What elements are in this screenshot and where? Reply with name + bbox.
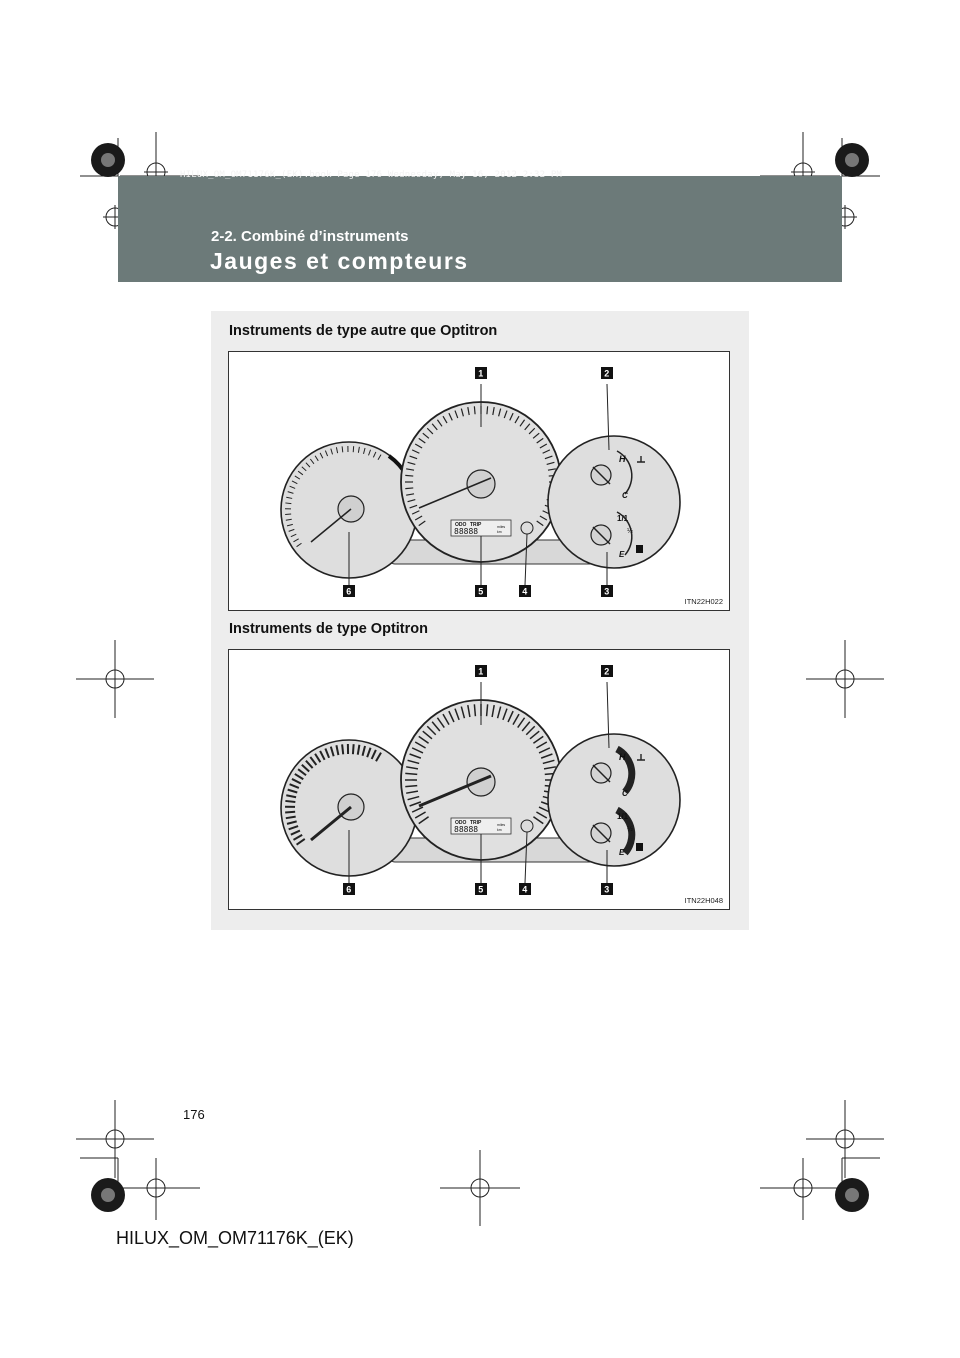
unit-label: km	[497, 828, 502, 832]
callout-5	[475, 883, 487, 895]
callout-4	[519, 585, 531, 597]
unit-label: miles	[497, 525, 506, 529]
unit-label: miles	[497, 823, 506, 827]
cluster-illustration	[229, 650, 731, 910]
trip-reset-knob-icon	[521, 522, 533, 534]
instrument-figure	[228, 351, 730, 611]
fuel-pump-icon	[636, 843, 643, 851]
temp-hot-label: H	[619, 752, 626, 762]
odometer-digits: 88888	[454, 527, 479, 536]
callout-6	[343, 883, 355, 895]
fuel-empty-label: E	[619, 848, 625, 857]
odo-label: ODO	[455, 820, 467, 826]
document-id: HILUX_OM_OM71176K_(EK)	[116, 1228, 354, 1248]
page-title: Jauges et compteurs	[210, 248, 469, 274]
figure-heading: Instruments de type autre que Optitron	[229, 323, 498, 339]
page-number: 176	[183, 1107, 205, 1122]
needle-hub-icon	[467, 768, 495, 796]
fuel-half-label: ½	[627, 826, 633, 833]
callout-number: 4	[522, 884, 528, 895]
fuel-full-label: 1/1	[617, 514, 629, 523]
temp-fuel-gauges	[548, 436, 680, 568]
cluster-illustration	[229, 352, 731, 612]
fuel-empty-label: E	[619, 550, 625, 559]
fuel-half-label: ½	[627, 528, 633, 535]
callout-5	[475, 585, 487, 597]
callout-6	[343, 585, 355, 597]
fuel-full-label: 1/1	[617, 812, 629, 821]
callout-number: 6	[346, 586, 352, 597]
odometer-digits: 88888	[454, 825, 479, 834]
callout-number: 1	[478, 368, 484, 379]
callout-1	[475, 665, 487, 677]
figure-heading: Instruments de type Optitron	[229, 621, 428, 637]
callout-number: 6	[346, 884, 352, 895]
callout-number: 4	[522, 586, 528, 597]
trip-label: TRIP	[470, 522, 482, 528]
section-label: 2-2. Combiné d’instruments	[211, 228, 409, 245]
callout-4	[519, 883, 531, 895]
callout-number: 1	[478, 666, 484, 677]
callout-1	[475, 367, 487, 379]
fuel-pump-icon	[636, 545, 643, 553]
unit-label: km	[497, 530, 502, 534]
callout-2	[601, 665, 613, 677]
callout-number: 2	[604, 368, 610, 379]
callout-number: 2	[604, 666, 610, 677]
callout-3	[601, 585, 613, 597]
temp-fuel-gauges	[548, 734, 680, 866]
book-meta: HILUX_OM_OM71176K_(EK).book Page 176 Wednesday, May 16, 2012 2:32 PM	[180, 170, 563, 180]
odometer-display	[451, 520, 511, 536]
figure-code: ITN22H022	[684, 597, 723, 606]
callout-3	[601, 883, 613, 895]
trip-label: TRIP	[470, 820, 482, 826]
temp-cold-label: C	[622, 789, 628, 798]
trip-reset-knob-icon	[521, 820, 533, 832]
odometer-display	[451, 818, 511, 834]
temp-hot-label: H	[619, 454, 626, 464]
callout-2	[601, 367, 613, 379]
callout-number: 5	[478, 586, 484, 597]
temp-cold-label: C	[622, 491, 628, 500]
figure-code: ITN22H048	[684, 896, 723, 905]
callout-number: 3	[604, 884, 610, 895]
callout-number: 5	[478, 884, 484, 895]
callout-number: 3	[604, 586, 610, 597]
odo-label: ODO	[455, 522, 467, 528]
needle-hub-icon	[467, 470, 495, 498]
instrument-figure	[228, 649, 730, 910]
